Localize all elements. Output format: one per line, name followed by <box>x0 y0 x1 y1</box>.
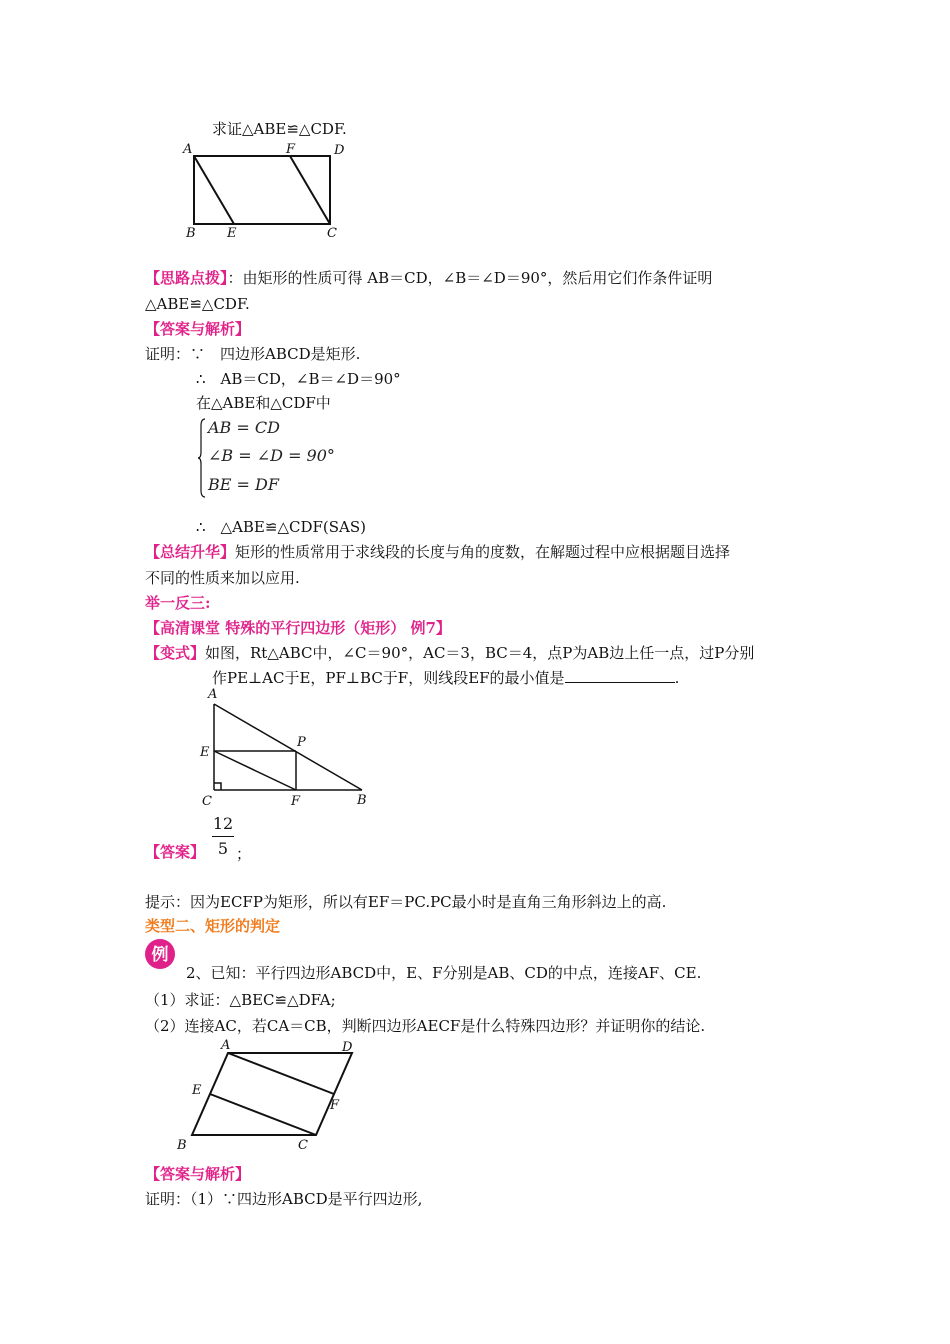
rectangle-figure <box>180 140 350 240</box>
summary-label: 【总结升华】 <box>145 543 236 561</box>
fraction-denominator: 5 <box>217 839 229 858</box>
label-d: D <box>342 1040 353 1055</box>
answer-blank <box>565 668 675 683</box>
answer2-label: 【答案】 <box>145 843 206 861</box>
label-c: C <box>202 794 212 809</box>
answer1-line-2: ∴ AB＝CD，∠B＝∠D＝90° <box>196 370 401 388</box>
equation-row-3: BE = DF <box>208 475 279 494</box>
answer3-line-1: 证明：（1）∵四边形ABCD是平行四边形, <box>145 1190 423 1208</box>
label-e: E <box>192 1083 202 1098</box>
summary-text-2: 不同的性质来加以应用. <box>145 569 300 587</box>
hint-line-1 <box>145 267 712 289</box>
label-a: A <box>221 1038 231 1053</box>
hint-label: 【思路点拨】 <box>145 269 228 287</box>
example-badge-icon <box>144 938 176 970</box>
label-a: A <box>183 142 193 157</box>
label-p: P <box>297 735 306 750</box>
label-b: B <box>186 226 196 240</box>
parallelogram-figure <box>172 1035 372 1157</box>
label-e: E <box>200 745 210 760</box>
practice-source: 【高清课堂 特殊的平行四边形（矩形） 例7】 <box>145 619 451 637</box>
answer1-line-3: 在△ABE和△CDF中 <box>196 394 331 412</box>
right-triangle-figure <box>196 684 376 810</box>
label-f: F <box>286 142 296 157</box>
type2-heading: 类型二、矩形的判定 <box>145 917 281 935</box>
variant-text-1: 如图，Rt△ABC中，∠C＝90°，AC＝3，BC＝4，点P为AB边上任一点，过P分别 <box>205 644 755 662</box>
equation-system <box>198 418 358 500</box>
label-b: B <box>177 1138 187 1153</box>
equation-row-2: ∠B = ∠D = 90° <box>208 446 335 465</box>
label-c: C <box>327 226 337 240</box>
equation-row-1: AB = CD <box>208 418 280 437</box>
answer3-label: 【答案与解析】 <box>145 1165 251 1183</box>
label-d: D <box>334 143 345 158</box>
summary-text-1: 矩形的性质常用于求线段的长度与角的度数，在解题过程中应根据题目选择 <box>235 543 731 561</box>
fraction-bar <box>212 836 234 837</box>
brace-icon <box>198 418 206 498</box>
label-c: C <box>298 1138 308 1153</box>
answer2-tip: 提示：因为ECFP为矩形，所以有EF＝PC.PC最小时是直角三角形斜边上的高. <box>145 893 667 911</box>
practice-heading: 举一反三: <box>145 594 211 612</box>
variant-line-1 <box>145 642 754 664</box>
label-f: F <box>291 794 301 809</box>
prove-statement: 求证△ABE≌△CDF. <box>212 120 347 138</box>
type2-question: 2、已知：平行四边形ABCD中，E、F分别是AB、CD的中点，连接AF、CE. <box>186 964 702 982</box>
summary-line-1 <box>145 541 730 563</box>
label-b: B <box>357 793 367 808</box>
label-e: E <box>227 226 237 240</box>
answer1-line-1: 证明：∵ 四边形ABCD是矩形. <box>145 345 361 363</box>
hint-text-1: ：由矩形的性质可得 AB＝CD，∠B＝∠D＝90°，然后用它们作条件证明 <box>227 269 713 287</box>
fraction-numerator: 12 <box>212 814 234 833</box>
variant-text-2: 作PE⊥AC于E，PF⊥BC于F，则线段EF的最小值是 <box>212 669 565 687</box>
answer-fraction <box>212 814 234 859</box>
label-a: A <box>208 687 218 702</box>
type2-part-2: （2）连接AC，若CA＝CB，判断四边形AECF是什么特殊四边形？并证明你的结论. <box>145 1017 706 1035</box>
variant-end: . <box>674 669 680 687</box>
answer1-label: 【答案与解析】 <box>145 320 251 338</box>
hint-text-2: △ABE≌△CDF. <box>145 295 250 313</box>
answer2-suffix: ； <box>236 845 252 863</box>
variant-label: 【变式】 <box>145 644 206 662</box>
type2-part-1: （1）求证：△BEC≌△DFA; <box>145 991 336 1009</box>
label-f: F <box>330 1098 340 1113</box>
answer1-conclusion: ∴ △ABE≌△CDF(SAS) <box>196 518 366 536</box>
badge-text: 例 <box>151 945 169 965</box>
